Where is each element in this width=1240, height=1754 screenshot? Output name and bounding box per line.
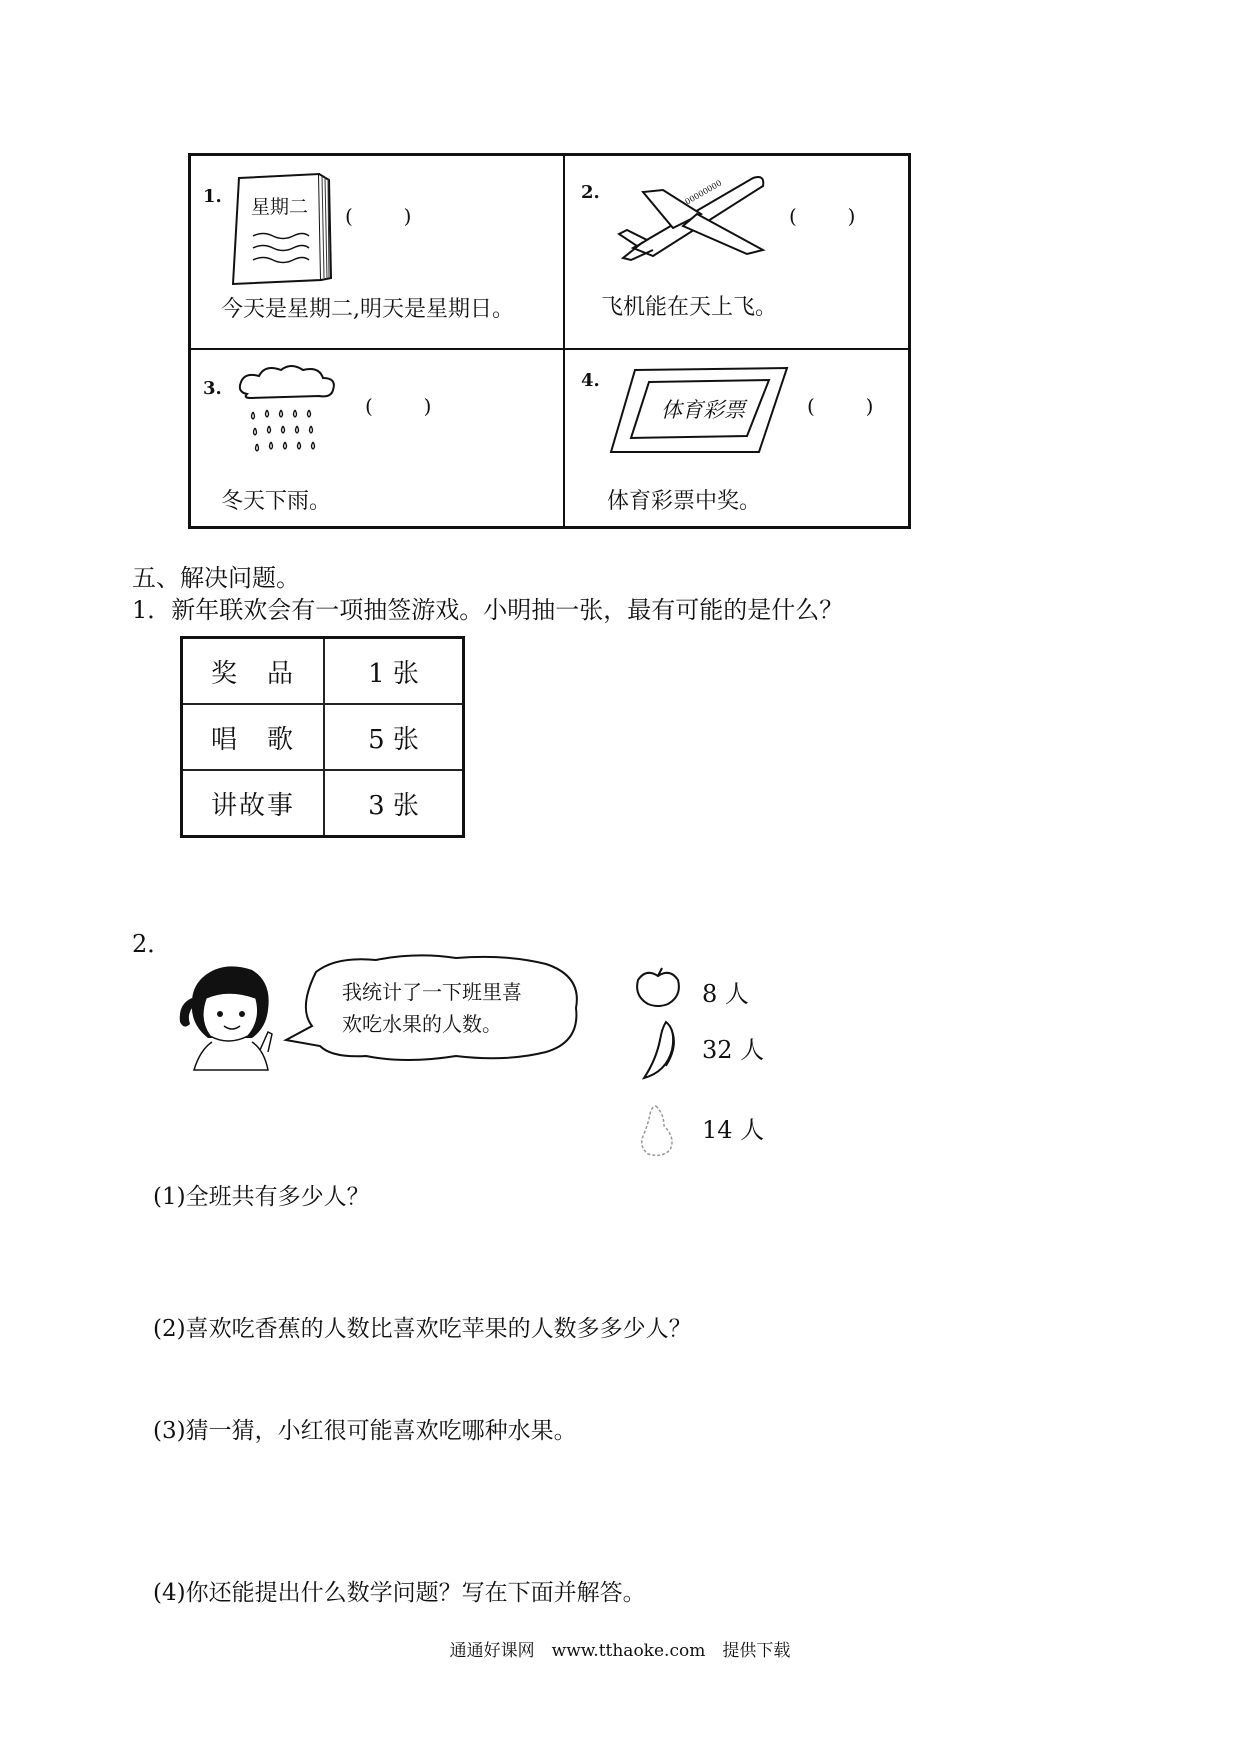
apple-icon [634,966,682,1008]
judge-item-number: 1. [203,186,222,207]
sub-question-3: (3)猜一猜，小红很可能喜欢吃哪种水果。 [153,1418,577,1444]
judge-item-4 [573,354,933,534]
judge-item-number: 2. [581,182,600,203]
judge-caption: 飞机能在天上飞。 [601,295,778,320]
table-row [182,770,464,837]
table-cell-count: 5 张 [324,704,464,770]
answer-blank[interactable]: ( ) [365,394,432,418]
judge-item-number: 4. [581,370,600,391]
draw-lots-table [180,636,465,838]
table-cell-item: 讲故事 [182,770,325,837]
judge-caption: 今天是星期二,明天是星期日。 [221,297,514,322]
speech-line-2: 欢吃水果的人数。 [342,1012,502,1036]
judgement-grid [188,153,911,529]
speech-bubble-text [342,976,552,1040]
question-1: 1．新年联欢会有一项抽签游戏。小明抽一张，最有可能的是什么？ [132,596,844,624]
question-2-number: 2． [132,930,172,958]
judge-item-2 [573,162,933,342]
pear-icon [638,1100,678,1160]
judge-caption: 体育彩票中奖。 [607,489,762,514]
grid-divider-vertical [563,156,565,526]
speech-line-1: 我统计了一下班里喜 [342,980,522,1004]
pear-count: 14 人 [702,1116,765,1144]
judge-item-number: 3. [203,378,222,399]
judge-item-3 [201,354,561,534]
banana-icon [636,1020,680,1082]
table-row [182,704,464,770]
table-cell-item: 唱 歌 [182,704,325,770]
sub-question-1: (1)全班共有多少人？ [153,1184,370,1210]
sub-question-2: (2)喜欢吃香蕉的人数比喜欢吃苹果的人数多多少人？ [153,1316,692,1342]
lottery-ticket-text: 体育彩票 [661,398,745,422]
table-row [182,638,464,705]
judge-item-1 [201,162,561,342]
section-title: 五、解决问题。 [132,564,300,592]
answer-blank[interactable]: ( ) [345,204,412,228]
airplane-windows: 00000000 [683,178,724,207]
judge-caption: 冬天下雨。 [221,489,332,514]
answer-blank[interactable]: ( ) [807,394,874,418]
grid-divider-horizontal [191,348,908,350]
table-cell-count: 1 张 [324,638,464,705]
calendar-card-text: 星期二 [251,196,309,218]
answer-blank[interactable]: ( ) [789,204,856,228]
footer-credit: 通通好课网 www.tthaoke.com 提供下载 [449,1641,791,1661]
girl-illustration [172,958,282,1076]
banana-count: 32 人 [702,1036,765,1064]
airplane-icon [613,168,773,268]
table-cell-count: 3 张 [324,770,464,837]
sub-question-4: (4)你还能提出什么数学问题？写在下面并解答。 [153,1580,646,1606]
rain-cloud-icon [231,364,351,464]
table-cell-item: 奖 品 [182,638,325,705]
apple-count: 8 人 [702,980,749,1008]
calendar-icon [229,168,339,288]
